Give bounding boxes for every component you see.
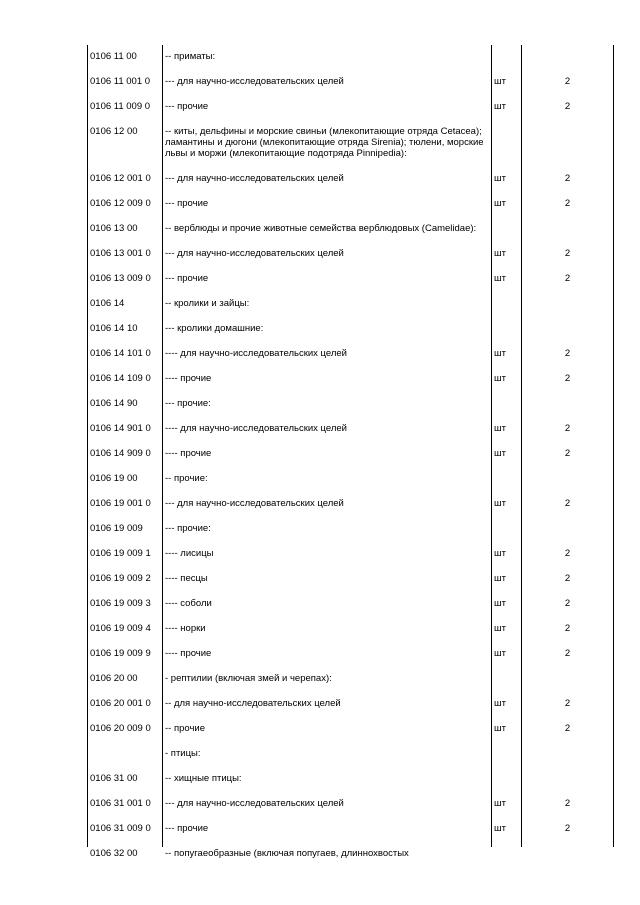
code-cell: 0106 14 901 0 [90, 423, 151, 434]
code-cell: 0106 14 109 0 [90, 373, 151, 384]
code-cell: 0106 19 009 1 [90, 548, 151, 559]
table-row [87, 842, 614, 867]
description-cell: -- прочие [165, 723, 206, 734]
tariff-table [87, 45, 614, 867]
value-cell: 2 [564, 248, 571, 259]
table-row [87, 492, 614, 517]
value-cell [521, 742, 614, 767]
code-cell: 0106 14 90 [90, 398, 138, 409]
unit-cell [491, 120, 521, 167]
table-row [87, 617, 614, 642]
value-cell: 2 [564, 798, 571, 809]
description-cell: --- для научно-исследовательских целей [165, 498, 344, 509]
description-cell: ---- соболи [165, 598, 212, 609]
unit-cell [491, 217, 521, 242]
table-row [87, 267, 614, 292]
table-row [87, 767, 614, 792]
description-cell: -- кролики и зайцы: [165, 298, 250, 309]
description-cell: ---- норки [165, 623, 206, 634]
code-cell: 0106 19 009 [90, 523, 143, 534]
description-cell: - птицы: [165, 748, 201, 759]
unit-cell: шт [494, 76, 506, 87]
code-cell: 0106 14 101 0 [90, 348, 151, 359]
unit-cell [491, 292, 521, 317]
value-cell [521, 45, 614, 70]
table-row [87, 717, 614, 742]
table-row [87, 817, 614, 842]
table-row [87, 45, 614, 70]
unit-cell [491, 842, 521, 867]
unit-cell: шт [494, 101, 506, 112]
description-cell: -- хищные птицы: [165, 773, 242, 784]
description-cell: -- попугаеобразные (включая попугаев, длиннохвостых [165, 848, 409, 859]
table-row [87, 317, 614, 342]
description-cell: --- прочие: [165, 523, 211, 534]
table-row [87, 442, 614, 467]
table-row [87, 592, 614, 617]
description-cell: -- киты, дельфины и морские свиньи (млекопитающие отряда Cetacea); ламантины и дюгони (млекопитающие отряда Sirenia); тюлени, морские львы и моржи (млекопитающие подотряда Pinnipedia): [165, 126, 484, 159]
unit-cell: шт [494, 548, 506, 559]
value-cell: 2 [564, 573, 571, 584]
value-cell: 2 [564, 648, 571, 659]
code-cell: 0106 14 10 [90, 323, 138, 334]
description-cell: ---- песцы [165, 573, 208, 584]
description-cell: --- для научно-исследовательских целей [165, 76, 344, 87]
table-row [87, 242, 614, 267]
unit-cell: шт [494, 498, 506, 509]
code-cell: 0106 14 [90, 298, 125, 309]
description-cell: --- для научно-исследовательских целей [165, 798, 344, 809]
value-cell: 2 [564, 448, 571, 459]
table-row [87, 642, 614, 667]
unit-cell: шт [494, 348, 506, 359]
table-row [87, 70, 614, 95]
value-cell [521, 842, 614, 867]
unit-cell [491, 767, 521, 792]
code-cell: 0106 19 001 0 [90, 498, 151, 509]
unit-cell [491, 667, 521, 692]
value-cell: 2 [564, 76, 571, 87]
description-cell: ---- прочие [165, 448, 212, 459]
table-row [87, 742, 614, 767]
code-cell: 0106 19 009 9 [90, 648, 151, 659]
unit-cell: шт [494, 798, 506, 809]
code-cell: 0106 11 009 0 [90, 101, 151, 112]
unit-cell: шт [494, 698, 506, 709]
description-cell: --- для научно-исследовательских целей [165, 248, 344, 259]
unit-cell: шт [494, 248, 506, 259]
unit-cell [491, 45, 521, 70]
value-cell: 2 [564, 198, 571, 209]
unit-cell: шт [494, 598, 506, 609]
table-row [87, 342, 614, 367]
value-cell: 2 [564, 373, 571, 384]
unit-cell: шт [494, 723, 506, 734]
code-cell: 0106 19 009 2 [90, 573, 151, 584]
value-cell: 2 [564, 723, 571, 734]
description-cell: --- прочие [165, 101, 209, 112]
unit-cell: шт [494, 623, 506, 634]
description-cell: -- верблюды и прочие животные семейства верблюдовых (Camelidae): [165, 223, 477, 234]
value-cell: 2 [564, 273, 571, 284]
unit-cell: шт [494, 273, 506, 284]
table-row [87, 542, 614, 567]
table-row [87, 692, 614, 717]
value-cell [521, 217, 614, 242]
unit-cell: шт [494, 823, 506, 834]
description-cell: -- прочие: [165, 473, 208, 484]
value-cell: 2 [564, 598, 571, 609]
unit-cell: шт [494, 173, 506, 184]
code-cell [87, 742, 162, 767]
value-cell [521, 767, 614, 792]
unit-cell: шт [494, 423, 506, 434]
code-cell: 0106 12 001 0 [90, 173, 151, 184]
unit-cell: шт [494, 198, 506, 209]
table-row [87, 367, 614, 392]
description-cell: - рептилии (включая змей и черепах): [165, 673, 332, 684]
code-cell: 0106 20 00 [90, 673, 138, 684]
unit-cell [491, 317, 521, 342]
description-cell: --- для научно-исследовательских целей [165, 173, 344, 184]
code-cell: 0106 13 001 0 [90, 248, 151, 259]
value-cell: 2 [564, 423, 571, 434]
table-row [87, 417, 614, 442]
code-cell: 0106 31 009 0 [90, 823, 151, 834]
value-cell [521, 467, 614, 492]
code-cell: 0106 31 00 [90, 773, 138, 784]
value-cell [521, 667, 614, 692]
unit-cell: шт [494, 373, 506, 384]
unit-cell: шт [494, 573, 506, 584]
description-cell: --- прочие [165, 198, 209, 209]
description-cell: ---- прочие [165, 648, 212, 659]
code-cell: 0106 19 009 3 [90, 598, 151, 609]
value-cell: 2 [564, 548, 571, 559]
unit-cell [491, 517, 521, 542]
unit-cell [491, 392, 521, 417]
value-cell: 2 [564, 823, 571, 834]
description-cell: --- кролики домашние: [165, 323, 264, 334]
value-cell: 2 [564, 101, 571, 112]
code-cell: 0106 12 009 0 [90, 198, 151, 209]
unit-cell: шт [494, 448, 506, 459]
code-cell: 0106 20 009 0 [90, 723, 151, 734]
code-cell: 0106 11 001 0 [90, 76, 151, 87]
code-cell: 0106 11 00 [90, 51, 137, 62]
table-row [87, 292, 614, 317]
code-cell: 0106 14 909 0 [90, 448, 151, 459]
table-row [87, 667, 614, 692]
value-cell [521, 517, 614, 542]
description-cell: -- для научно-исследовательских целей [165, 698, 341, 709]
value-cell: 2 [564, 698, 571, 709]
code-cell: 0106 32 00 [90, 848, 138, 859]
value-cell [521, 317, 614, 342]
description-cell: ---- прочие [165, 373, 212, 384]
code-cell: 0106 13 009 0 [90, 273, 151, 284]
value-cell [521, 392, 614, 417]
table-row [87, 167, 614, 192]
unit-cell [491, 742, 521, 767]
value-cell [521, 120, 614, 167]
description-cell: ---- лисицы [165, 548, 214, 559]
value-cell [521, 292, 614, 317]
table-row [87, 217, 614, 242]
value-cell: 2 [564, 623, 571, 634]
table-row [87, 120, 614, 167]
description-cell: --- прочие [165, 273, 209, 284]
code-cell: 0106 13 00 [90, 223, 138, 234]
table-row [87, 467, 614, 492]
value-cell: 2 [564, 498, 571, 509]
table-row [87, 792, 614, 817]
unit-cell: шт [494, 648, 506, 659]
table-row [87, 567, 614, 592]
description-cell: ---- для научно-исследовательских целей [165, 423, 347, 434]
table-row [87, 517, 614, 542]
code-cell: 0106 31 001 0 [90, 798, 151, 809]
code-cell: 0106 12 00 [90, 126, 138, 137]
value-cell: 2 [564, 348, 571, 359]
description-cell: --- прочие [165, 823, 209, 834]
code-cell: 0106 19 009 4 [90, 623, 151, 634]
description-cell: ---- для научно-исследовательских целей [165, 348, 347, 359]
code-cell: 0106 20 001 0 [90, 698, 151, 709]
description-cell: --- прочие: [165, 398, 211, 409]
value-cell: 2 [564, 173, 571, 184]
unit-cell [491, 467, 521, 492]
table-row [87, 95, 614, 120]
description-cell: -- приматы: [165, 51, 216, 62]
table-row [87, 192, 614, 217]
table-row [87, 392, 614, 417]
code-cell: 0106 19 00 [90, 473, 138, 484]
tariff-table-body [87, 45, 614, 867]
